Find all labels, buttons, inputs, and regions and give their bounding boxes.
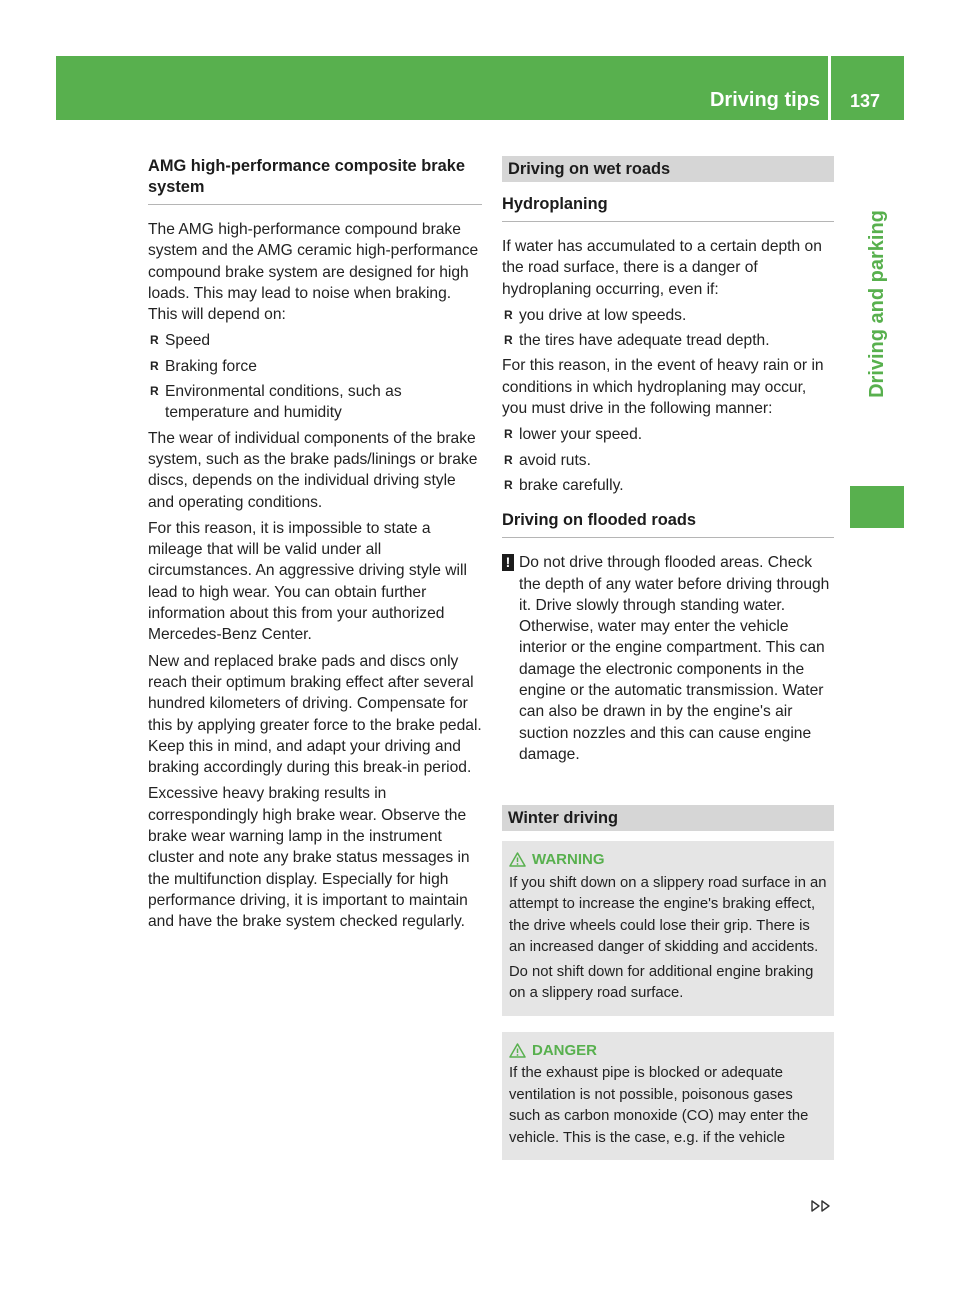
- spacer: [502, 500, 834, 510]
- mileage-paragraph: For this reason, it is impossible to state a mileage that will be valid under all circumstances. An aggressive driving style will lead to high wear. You can obtain further information about this from your authorized Mercedes-Benz Center.: [148, 519, 467, 644]
- list-item: R Braking force: [148, 356, 482, 377]
- flooded-notice: [502, 552, 834, 765]
- double-arrow-right-icon: [810, 1198, 834, 1214]
- warning-text: If you shift down on a slippery road surface in an attempt to increase the engine's braking effect, the drive wheels could lose their grip. There is an increased danger of skidding and accidents.: [509, 874, 827, 956]
- list-item: R Speed: [148, 330, 482, 351]
- spacer: [502, 222, 834, 236]
- side-label-text: Driving and parking: [866, 210, 888, 398]
- spacer: [502, 538, 834, 552]
- brake-wear-paragraph: The wear of individual components of the brake system, such as the brake pads/linings or brake discs, depends on the individual driving style and operating conditions.: [148, 429, 478, 511]
- section-title: Driving tips: [709, 89, 820, 111]
- list-item: R Environmental conditions, such as temperature and humidity: [148, 381, 482, 424]
- header-bar: [56, 56, 904, 120]
- danger-header: [509, 1040, 827, 1062]
- heavy-braking-paragraph: Excessive heavy braking results in correspondingly high brake wear. Observe the brake wear warning lamp in the instrument cluster and note any brake status messages in the multifunction display. Especially for high performance driving, it is important to maintain and have the brake system checked regularly.: [148, 785, 470, 931]
- brake-intro: The AMG high-performance compound brake system and the AMG ceramic high-performance compound brake system are designed for high loads. This may lead to noise when braking. This will depend on:: [148, 221, 479, 324]
- warning-callout: [502, 841, 834, 1016]
- flooded-notice-text: Do not drive through flooded areas. Check the depth of any water before driving through it. Drive slowly through standing water. Otherwise, water may enter the vehicle interior or the engine compartment. This can damage the electronic components in the engine or the automatic transmission. Water can also be drawn in by the engine's air suction nozzles and this can cause engine damage.: [519, 554, 830, 763]
- winter-driving-band: Winter driving: [502, 805, 834, 831]
- page-number: 137: [849, 91, 880, 111]
- danger-callout: [502, 1032, 834, 1161]
- warning-text-2: Do not shift down for additional engine braking on a slippery road surface.: [509, 963, 814, 1002]
- side-tab: [850, 486, 904, 528]
- list-item: R brake carefully.: [502, 475, 834, 496]
- list-item: R avoid ruts.: [502, 450, 834, 471]
- spacer: [502, 182, 834, 194]
- brake-factor-list: [148, 330, 482, 423]
- driving-manner-list: [502, 424, 834, 496]
- wet-roads-band: Driving on wet roads: [502, 156, 834, 182]
- spacer: [502, 765, 834, 805]
- hydroplaning-condition-list: [502, 305, 834, 352]
- exclamation-icon: !: [502, 554, 514, 571]
- left-column: [148, 156, 482, 938]
- side-label: [850, 120, 904, 488]
- right-column: [502, 156, 834, 1160]
- spacer: [502, 1016, 834, 1032]
- header-divider: [828, 56, 831, 120]
- hydroplaning-intro: If water has accumulated to a certain depth on the road surface, there is a danger of hydroplaning occurring, even if:: [502, 238, 822, 298]
- danger-text: If the exhaust pipe is blocked or adequate ventilation is not possible, poisonous gases such as carbon monoxide (CO) may enter the vehicle. This is the case, e.g. if the vehicle: [509, 1065, 809, 1146]
- warning-header: [509, 849, 827, 871]
- warning-label: WARNING: [532, 851, 605, 869]
- spacer: [502, 831, 834, 841]
- spacer: [148, 205, 482, 219]
- brake-system-heading: AMG high-performance composite brake system: [148, 156, 482, 205]
- hydroplaning-paragraph: For this reason, in the event of heavy rain or in conditions in which hydroplaning may occur, you must drive in the following manner:: [502, 357, 824, 418]
- list-item: R lower your speed.: [502, 424, 834, 445]
- list-item: R the tires have adequate tread depth.: [502, 330, 834, 351]
- flooded-roads-heading: Driving on flooded roads: [502, 510, 834, 538]
- break-in-paragraph: New and replaced brake pads and discs only reach their optimum braking effect after several hundred kilometers of driving. Compensate for this by applying greater force to the brake pedal. Keep this in mind, and adapt your driving and braking accordingly during this break-in period.: [148, 652, 482, 777]
- hydroplaning-heading: Hydroplaning: [502, 194, 834, 222]
- warning-triangle-icon: [509, 1043, 526, 1058]
- warning-triangle-icon: [509, 852, 526, 867]
- danger-label: DANGER: [532, 1041, 598, 1059]
- list-item: R you drive at low speeds.: [502, 305, 834, 326]
